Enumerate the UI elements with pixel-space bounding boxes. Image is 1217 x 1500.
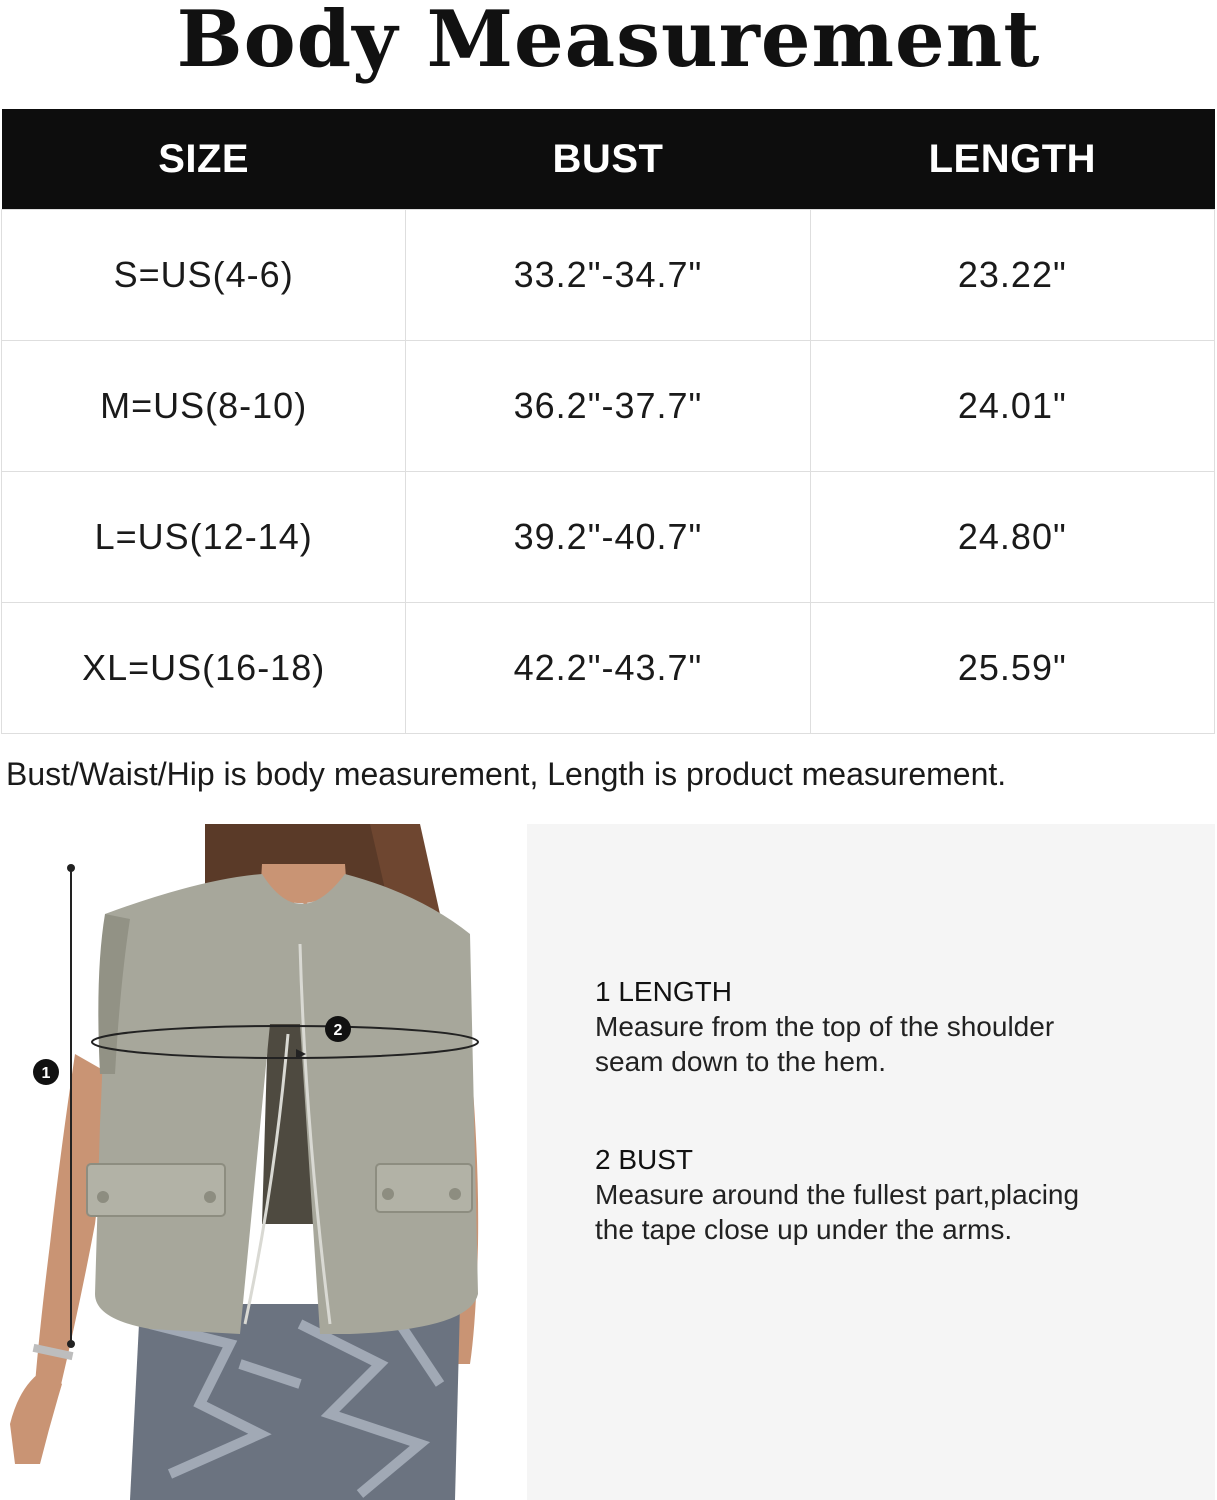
length-cell: 24.80" bbox=[810, 472, 1214, 603]
right-pocket-button bbox=[382, 1188, 394, 1200]
table-row bbox=[2, 603, 1215, 734]
length-cell: 23.22" bbox=[810, 210, 1214, 341]
bust-cell: 36.2"-37.7" bbox=[406, 341, 810, 472]
page-title: Body Measurement bbox=[176, 0, 1041, 85]
bust-instruction-heading: 2 BUST bbox=[595, 1144, 694, 1175]
header-bust: BUST bbox=[406, 109, 810, 210]
table-row bbox=[2, 341, 1215, 472]
vest-measurement-diagram bbox=[0, 824, 520, 1500]
left-pocket-flap bbox=[87, 1164, 225, 1216]
marker-1-label: 1 bbox=[41, 1065, 51, 1082]
table-row bbox=[2, 210, 1215, 341]
bust-instruction bbox=[595, 1142, 1079, 1247]
length-measure-endpoint bbox=[67, 1340, 75, 1348]
length-instruction-heading: 1 LENGTH bbox=[595, 976, 732, 1007]
measurement-note: Bust/Waist/Hip is body measurement, Length is product measurement. bbox=[6, 756, 1007, 792]
header-length: LENGTH bbox=[810, 109, 1214, 210]
table-header-row bbox=[2, 109, 1215, 210]
bust-instruction-line: the tape close up under the arms. bbox=[595, 1214, 1013, 1245]
marker-2-label: 2 bbox=[333, 1022, 343, 1039]
size-cell: XL=US(16-18) bbox=[2, 603, 406, 734]
length-cell: 24.01" bbox=[810, 341, 1214, 472]
instructions-panel bbox=[527, 824, 1215, 1500]
length-instruction-line: seam down to the hem. bbox=[595, 1046, 887, 1077]
length-instruction bbox=[595, 974, 1054, 1079]
size-cell: M=US(8-10) bbox=[2, 341, 406, 472]
bust-cell: 33.2"-34.7" bbox=[406, 210, 810, 341]
size-cell: S=US(4-6) bbox=[2, 210, 406, 341]
left-pocket-button bbox=[97, 1191, 109, 1203]
size-chart-table bbox=[1, 109, 1215, 734]
right-pocket-button bbox=[449, 1188, 461, 1200]
length-cell: 25.59" bbox=[810, 603, 1214, 734]
length-instruction-line: Measure from the top of the shoulder bbox=[595, 1011, 1055, 1042]
left-pocket-button bbox=[204, 1191, 216, 1203]
bust-instruction-line: Measure around the fullest part,placing bbox=[595, 1179, 1080, 1210]
length-measure-endpoint bbox=[67, 864, 75, 872]
right-pocket-flap bbox=[376, 1164, 472, 1212]
bust-cell: 42.2"-43.7" bbox=[406, 603, 810, 734]
bust-cell: 39.2"-40.7" bbox=[406, 472, 810, 603]
size-cell: L=US(12-14) bbox=[2, 472, 406, 603]
header-size: SIZE bbox=[2, 109, 406, 210]
table-row bbox=[2, 472, 1215, 603]
